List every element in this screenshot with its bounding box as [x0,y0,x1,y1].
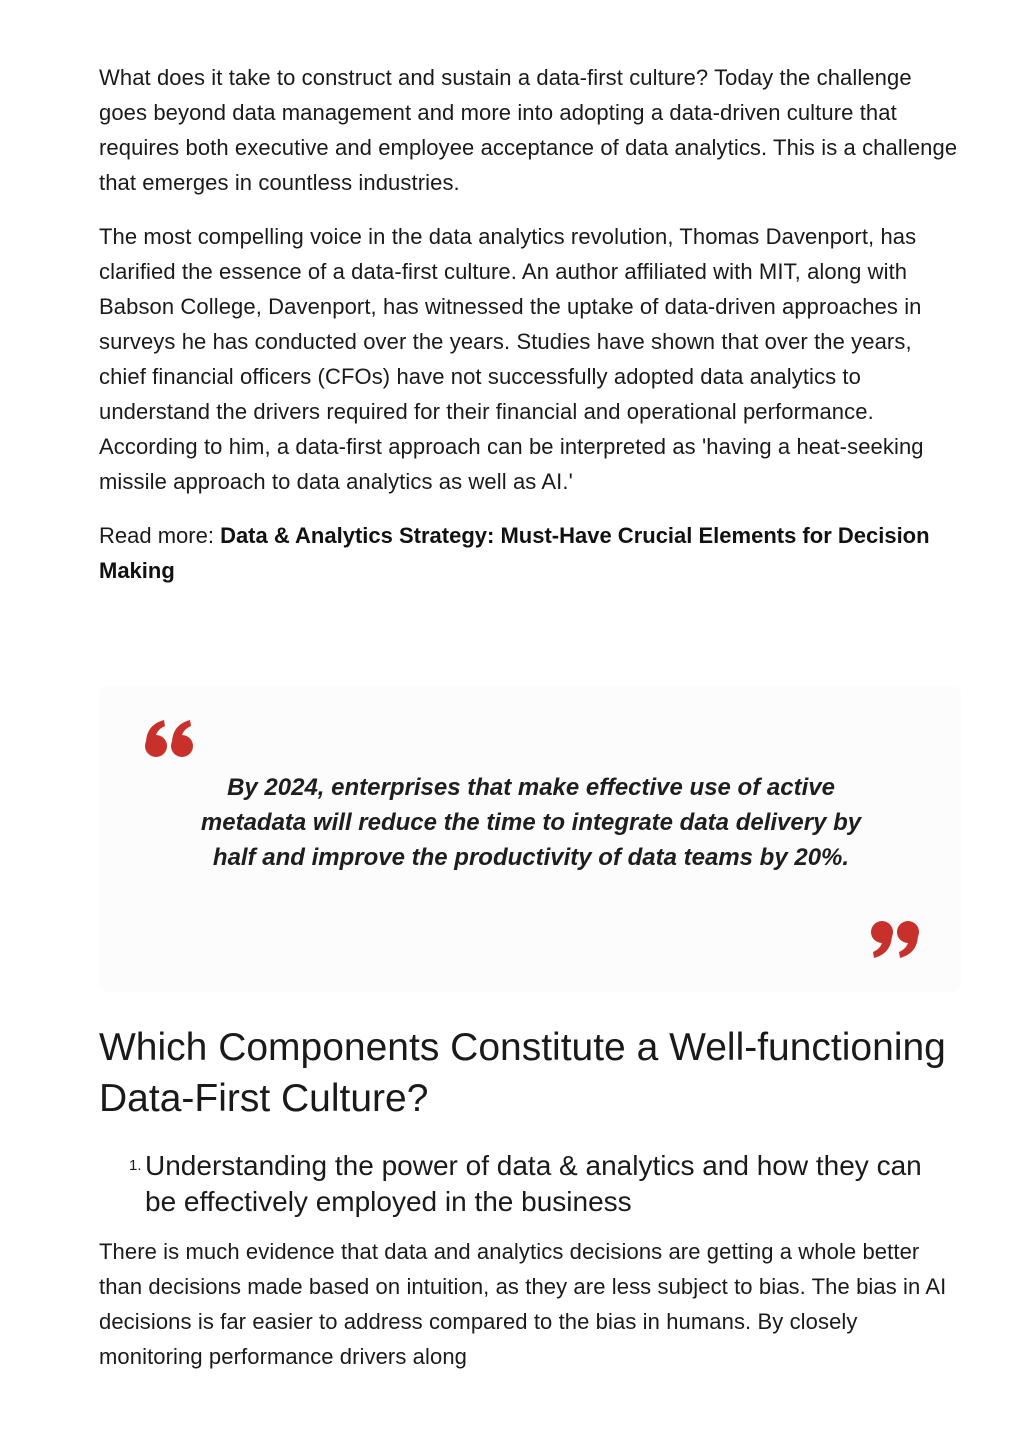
components-list [99,1148,959,1220]
quote-callout [99,686,961,992]
quote-open-icon [143,710,199,766]
list-item-title: Understanding the power of data & analytics and how they can be effectively employed in the business [145,1150,922,1217]
intro-paragraph-2: The most compelling voice in the data analytics revolution, Thomas Davenport, has clarified the essence of a data-first culture. An author affiliated with MIT, along with Babson College, Davenport, has witnessed the uptake of data-driven approaches in surveys he has conducted over the years. Studies have shown that over the years, chief financial officers (CFOs) have not successfully adopted data analytics to understand the drivers required for their financial and operational performance. According to him, a data-first approach can be interpreted as 'having a heat-seeking missile approach to data analytics as well as AI.' [99,224,924,494]
intro-paragraph-1: What does it take to construct and sustain a data-first culture? Today the challenge goes beyond data management and more into adopting a data-driven culture that requires both executive and employee acceptance of data analytics. This is a challenge that emerges in countless industries. [99,65,958,195]
article-body [99,60,959,588]
quote-close-icon [867,912,923,968]
list-item-number: 1. [129,1157,142,1174]
section-body [99,1234,959,1393]
read-more-link[interactable]: Data & Analytics Strategy: Must-Have Crucial Elements for Decision Making [99,523,930,583]
read-more-prefix: Read more: [99,523,221,548]
quote-text: By 2024, enterprises that make effective use of active metadata will reduce the time to integrate data delivery by half and improve the productivity of data teams by 20%. [200,774,862,871]
read-more [99,518,959,588]
section-heading: Which Components Constitute a Well-functioning Data-First Culture? [99,1026,946,1120]
section-paragraph: There is much evidence that data and analytics decisions are getting a whole better than decisions made based on intuition, as they are less subject to bias. The bias in AI decisions is far easier to address compared to the bias in humans. By closely monitoring performance drivers along [99,1239,947,1369]
list-item [99,1148,959,1220]
